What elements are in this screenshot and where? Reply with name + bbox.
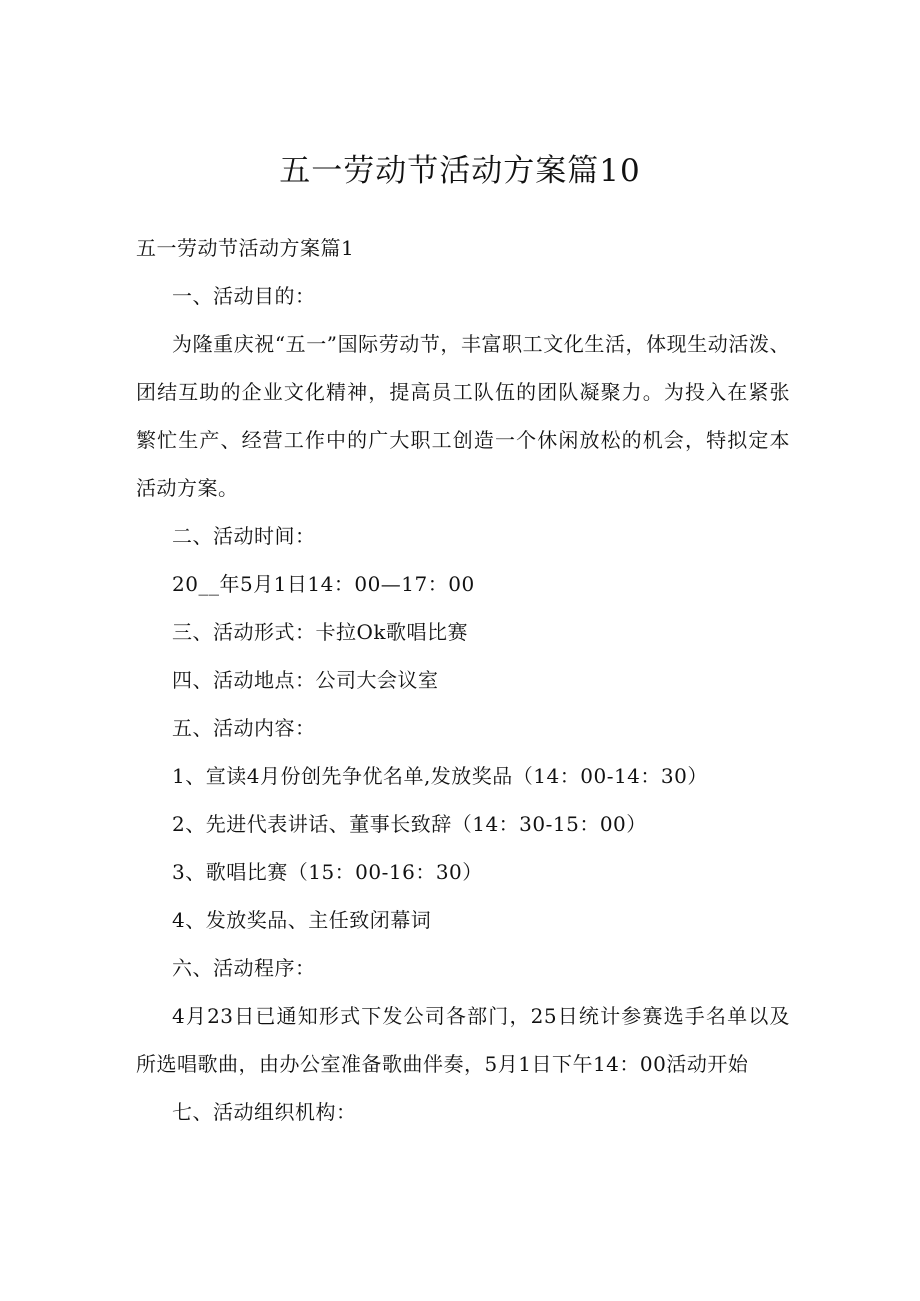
time-heading: 二、活动时间： <box>172 524 316 548</box>
content-item-4: 4、发放奖品、主任致闭幕词 <box>172 908 432 932</box>
purpose-paragraph: 为隆重庆祝“五一”国际劳动节，丰富职工文化生活，体现生动活泼、团结互助的企业文化精神，提高员工队伍的团队凝聚力。为投入在紧张繁忙生产、经营工作中的广大职工创造一个休闲放松的机会，特拟定本活动方案。 <box>136 332 790 500</box>
organization-heading: 七、活动组织机构： <box>172 1100 357 1124</box>
content-heading: 五、活动内容： <box>172 716 316 740</box>
content-item-3: 3、歌唱比赛（15：00-16：30） <box>172 860 483 884</box>
purpose-heading: 一、活动目的： <box>172 284 316 308</box>
document-body <box>136 224 790 1136</box>
time-paragraph: 20__年5月1日14：00—17：00 <box>172 572 475 596</box>
content-item-2: 2、先进代表讲话、董事长致辞（14：30-15：00） <box>172 812 647 836</box>
procedure-heading: 六、活动程序： <box>172 956 316 980</box>
location-paragraph: 四、活动地点：公司大会议室 <box>172 668 439 692</box>
form-paragraph: 三、活动形式：卡拉Ok歌唱比赛 <box>172 620 469 644</box>
procedure-paragraph: 4月23日已通知形式下发公司各部门，25日统计参赛选手名单以及所选唱歌曲，由办公室准备歌曲伴奏，5月1日下午14：00活动开始 <box>136 1004 790 1076</box>
content-item-1: 1、宣读4月份创先争优名单,发放奖品（14：00-14：30） <box>172 764 708 788</box>
section-subtitle: 五一劳动节活动方案篇1 <box>136 236 355 260</box>
document-title: 五一劳动节活动方案篇10 <box>279 153 641 189</box>
